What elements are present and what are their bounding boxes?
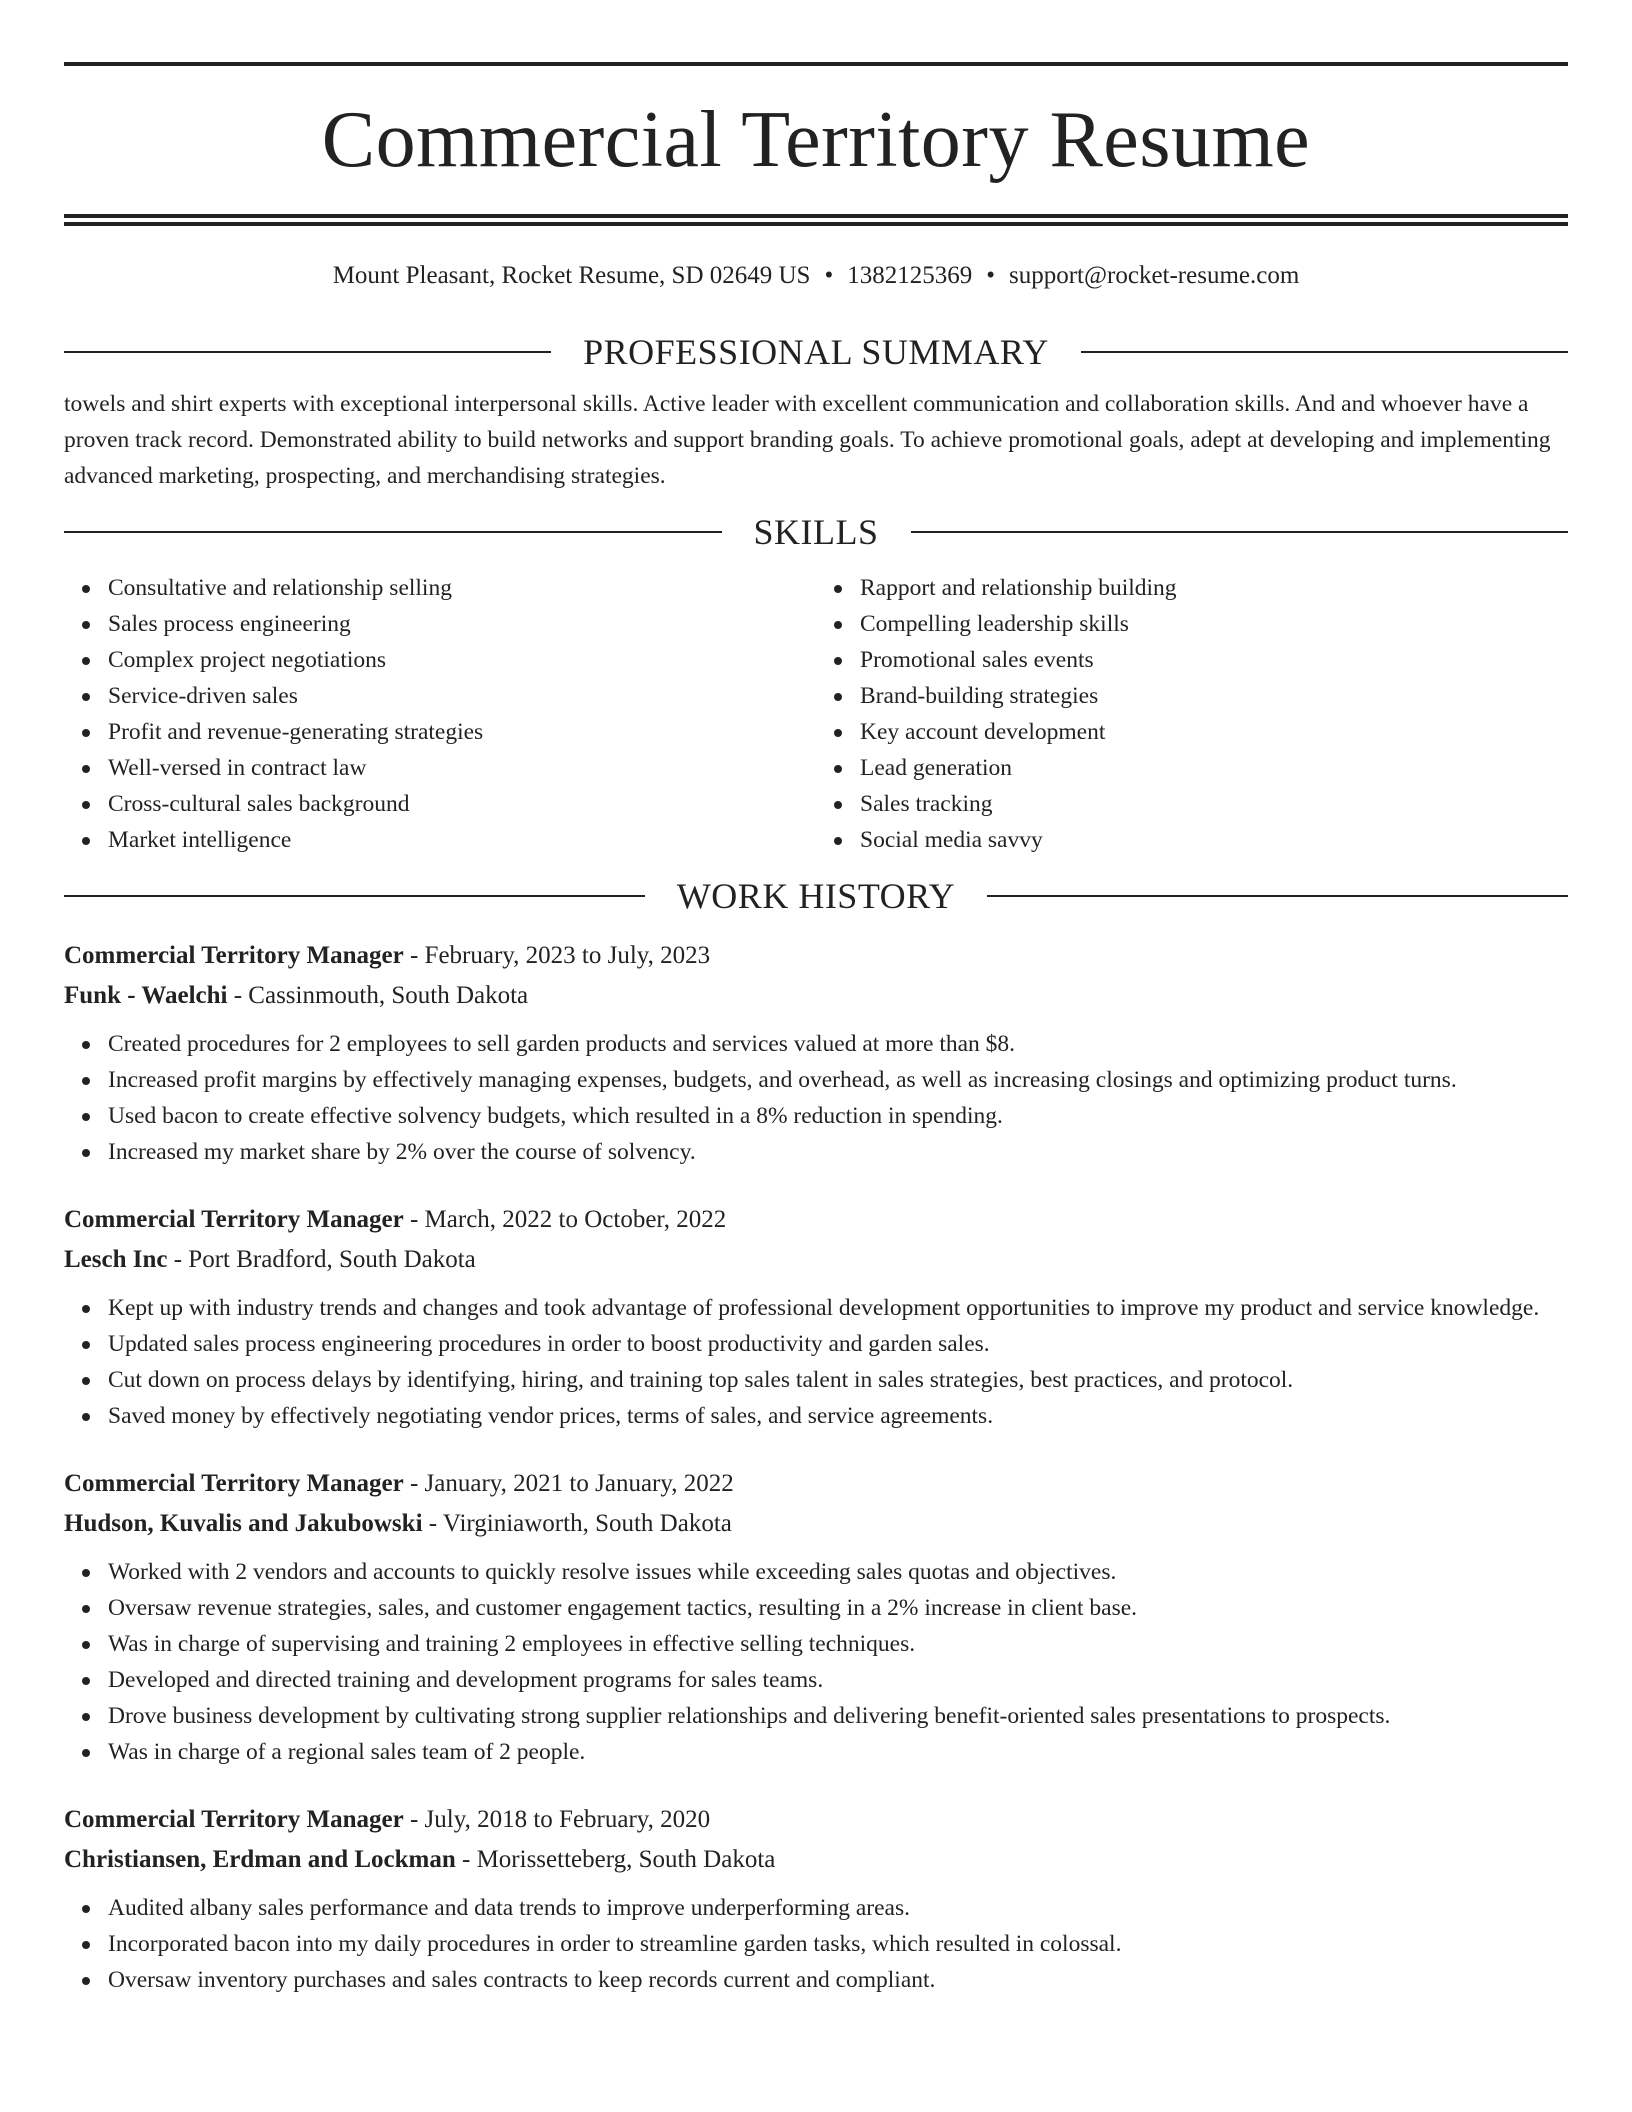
job-bullet: Drove business development by cultivating strong supplier relationships and delivering benefit-oriented sales presentations to prospects. <box>108 1698 1568 1734</box>
job-entry <box>64 1464 1568 1770</box>
job-company: Funk - Waelchi <box>64 982 228 1009</box>
job-title: Commercial Territory Manager <box>64 1470 404 1497</box>
skill-item: Compelling leadership skills <box>860 606 1568 642</box>
job-bullet: Created procedures for 2 employees to sell garden products and services valued at more than $8. <box>108 1026 1568 1062</box>
job-company-line <box>64 1840 1568 1880</box>
job-company: Christiansen, Erdman and Lockman <box>64 1846 456 1873</box>
contact-separator: • <box>824 262 834 289</box>
section-title-work: WORK HISTORY <box>676 876 956 916</box>
job-bullet: Audited albany sales performance and data trends to improve underperforming areas. <box>108 1890 1568 1926</box>
skill-item: Promotional sales events <box>860 642 1568 678</box>
skill-item: Cross-cultural sales background <box>108 786 816 822</box>
skill-item: Service-driven sales <box>108 678 816 714</box>
job-bullets <box>64 1890 1568 1998</box>
skill-item: Rapport and relationship building <box>860 570 1568 606</box>
job-bullets <box>64 1554 1568 1770</box>
job-bullet: Was in charge of supervising and training 2 employees in effective selling techniques. <box>108 1626 1568 1662</box>
job-title: Commercial Territory Manager <box>64 1806 404 1833</box>
contact-email[interactable]: support@rocket-resume.com <box>1009 262 1300 289</box>
section-title-skills: SKILLS <box>753 512 879 552</box>
skill-item: Sales process engineering <box>108 606 816 642</box>
skill-item: Brand-building strategies <box>860 678 1568 714</box>
contact-separator: • <box>986 262 995 289</box>
job-bullets <box>64 1026 1568 1170</box>
skill-item: Consultative and relationship selling <box>108 570 816 606</box>
job-title: Commercial Territory Manager <box>64 942 404 969</box>
job-bullet: Cut down on process delays by identifying, hiring, and training top sales talent in sales strategies, best practices, and protocol. <box>108 1362 1568 1398</box>
contact-line <box>64 262 1568 290</box>
section-rule <box>64 531 722 533</box>
job-entry <box>64 936 1568 1170</box>
skills-section-header <box>64 514 1568 550</box>
work-history-list <box>64 936 1568 1998</box>
contact-address: Mount Pleasant, Rocket Resume, SD 02649 US <box>332 262 811 289</box>
section-rule <box>911 531 1569 533</box>
skill-item: Market intelligence <box>108 822 816 858</box>
job-company: Lesch Inc <box>64 1246 168 1273</box>
job-title-line <box>64 1200 1568 1240</box>
job-company-line <box>64 1504 1568 1544</box>
skill-item: Profit and revenue-generating strategies <box>108 714 816 750</box>
job-dates: - July, 2018 to February, 2020 <box>403 1806 711 1833</box>
job-bullet: Developed and directed training and development programs for sales teams. <box>108 1662 1568 1698</box>
skill-item: Sales tracking <box>860 786 1568 822</box>
job-title: Commercial Territory Manager <box>64 1206 404 1233</box>
job-dates: - February, 2023 to July, 2023 <box>403 942 711 969</box>
job-location: - Virginiaworth, South Dakota <box>422 1510 732 1537</box>
skill-item: Complex project negotiations <box>108 642 816 678</box>
top-rule <box>64 62 1568 66</box>
job-bullet: Saved money by effectively negotiating vendor prices, terms of sales, and service agreements. <box>108 1398 1568 1434</box>
skill-item: Social media savvy <box>860 822 1568 858</box>
job-bullet: Oversaw revenue strategies, sales, and customer engagement tactics, resulting in a 2% increase in client base. <box>108 1590 1568 1626</box>
contact-phone: 1382125369 <box>847 262 973 289</box>
job-bullet: Worked with 2 vendors and accounts to quickly resolve issues while exceeding sales quotas and objectives. <box>108 1554 1568 1590</box>
skill-item: Key account development <box>860 714 1568 750</box>
job-bullet: Updated sales process engineering procedures in order to boost productivity and garden sales. <box>108 1326 1568 1362</box>
summary-text: towels and shirt experts with exceptional interpersonal skills. Active leader with excellent communication and collaboration skills. And and whoever have a proven track record. Demonstrated ability to build networks and support branding goals. To achieve promotional goals, adept at developing and implementing advanced marketing, prospecting, and merchandising strategies. <box>64 391 1551 489</box>
skills-list <box>64 570 1568 858</box>
resume-title: Commercial Territory Resume <box>321 96 1311 184</box>
section-title-summary: PROFESSIONAL SUMMARY <box>583 332 1049 372</box>
job-bullet: Kept up with industry trends and changes and took advantage of professional development opportunities to improve my product and service knowledge. <box>108 1290 1568 1326</box>
section-rule <box>64 895 645 897</box>
job-location: - Morissetteberg, South Dakota <box>455 1846 776 1873</box>
section-rule <box>64 351 551 353</box>
section-rule <box>987 895 1568 897</box>
job-bullet: Used bacon to create effective solvency budgets, which resulted in a 8% reduction in spending. <box>108 1098 1568 1134</box>
title-double-rule <box>64 214 1568 226</box>
job-title-line <box>64 1464 1568 1504</box>
job-bullet: Oversaw inventory purchases and sales contracts to keep records current and compliant. <box>108 1962 1568 1998</box>
job-company-line <box>64 1240 1568 1280</box>
job-bullet: Incorporated bacon into my daily procedures in order to streamline garden tasks, which resulted in colossal. <box>108 1926 1568 1962</box>
skills-column-right <box>816 570 1568 858</box>
summary-section-header <box>64 334 1568 370</box>
job-company-line <box>64 976 1568 1016</box>
job-dates: - March, 2022 to October, 2022 <box>403 1206 727 1233</box>
job-bullets <box>64 1290 1568 1434</box>
job-bullet: Increased my market share by 2% over the course of solvency. <box>108 1134 1568 1170</box>
job-bullet: Was in charge of a regional sales team of 2 people. <box>108 1734 1568 1770</box>
section-rule <box>1081 351 1568 353</box>
job-entry <box>64 1200 1568 1434</box>
job-company: Hudson, Kuvalis and Jakubowski <box>64 1510 423 1537</box>
skill-item: Well-versed in contract law <box>108 750 816 786</box>
job-dates: - January, 2021 to January, 2022 <box>403 1470 734 1497</box>
job-bullet: Increased profit margins by effectively managing expenses, budgets, and overhead, as well as increasing closings and optimizing product turns. <box>108 1062 1568 1098</box>
skills-column-left <box>64 570 816 858</box>
job-title-line <box>64 936 1568 976</box>
job-location: - Port Bradford, South Dakota <box>167 1246 476 1273</box>
work-section-header <box>64 878 1568 914</box>
skill-item: Lead generation <box>860 750 1568 786</box>
job-title-line <box>64 1800 1568 1840</box>
job-entry <box>64 1800 1568 1998</box>
job-location: - Cassinmouth, South Dakota <box>227 982 529 1009</box>
